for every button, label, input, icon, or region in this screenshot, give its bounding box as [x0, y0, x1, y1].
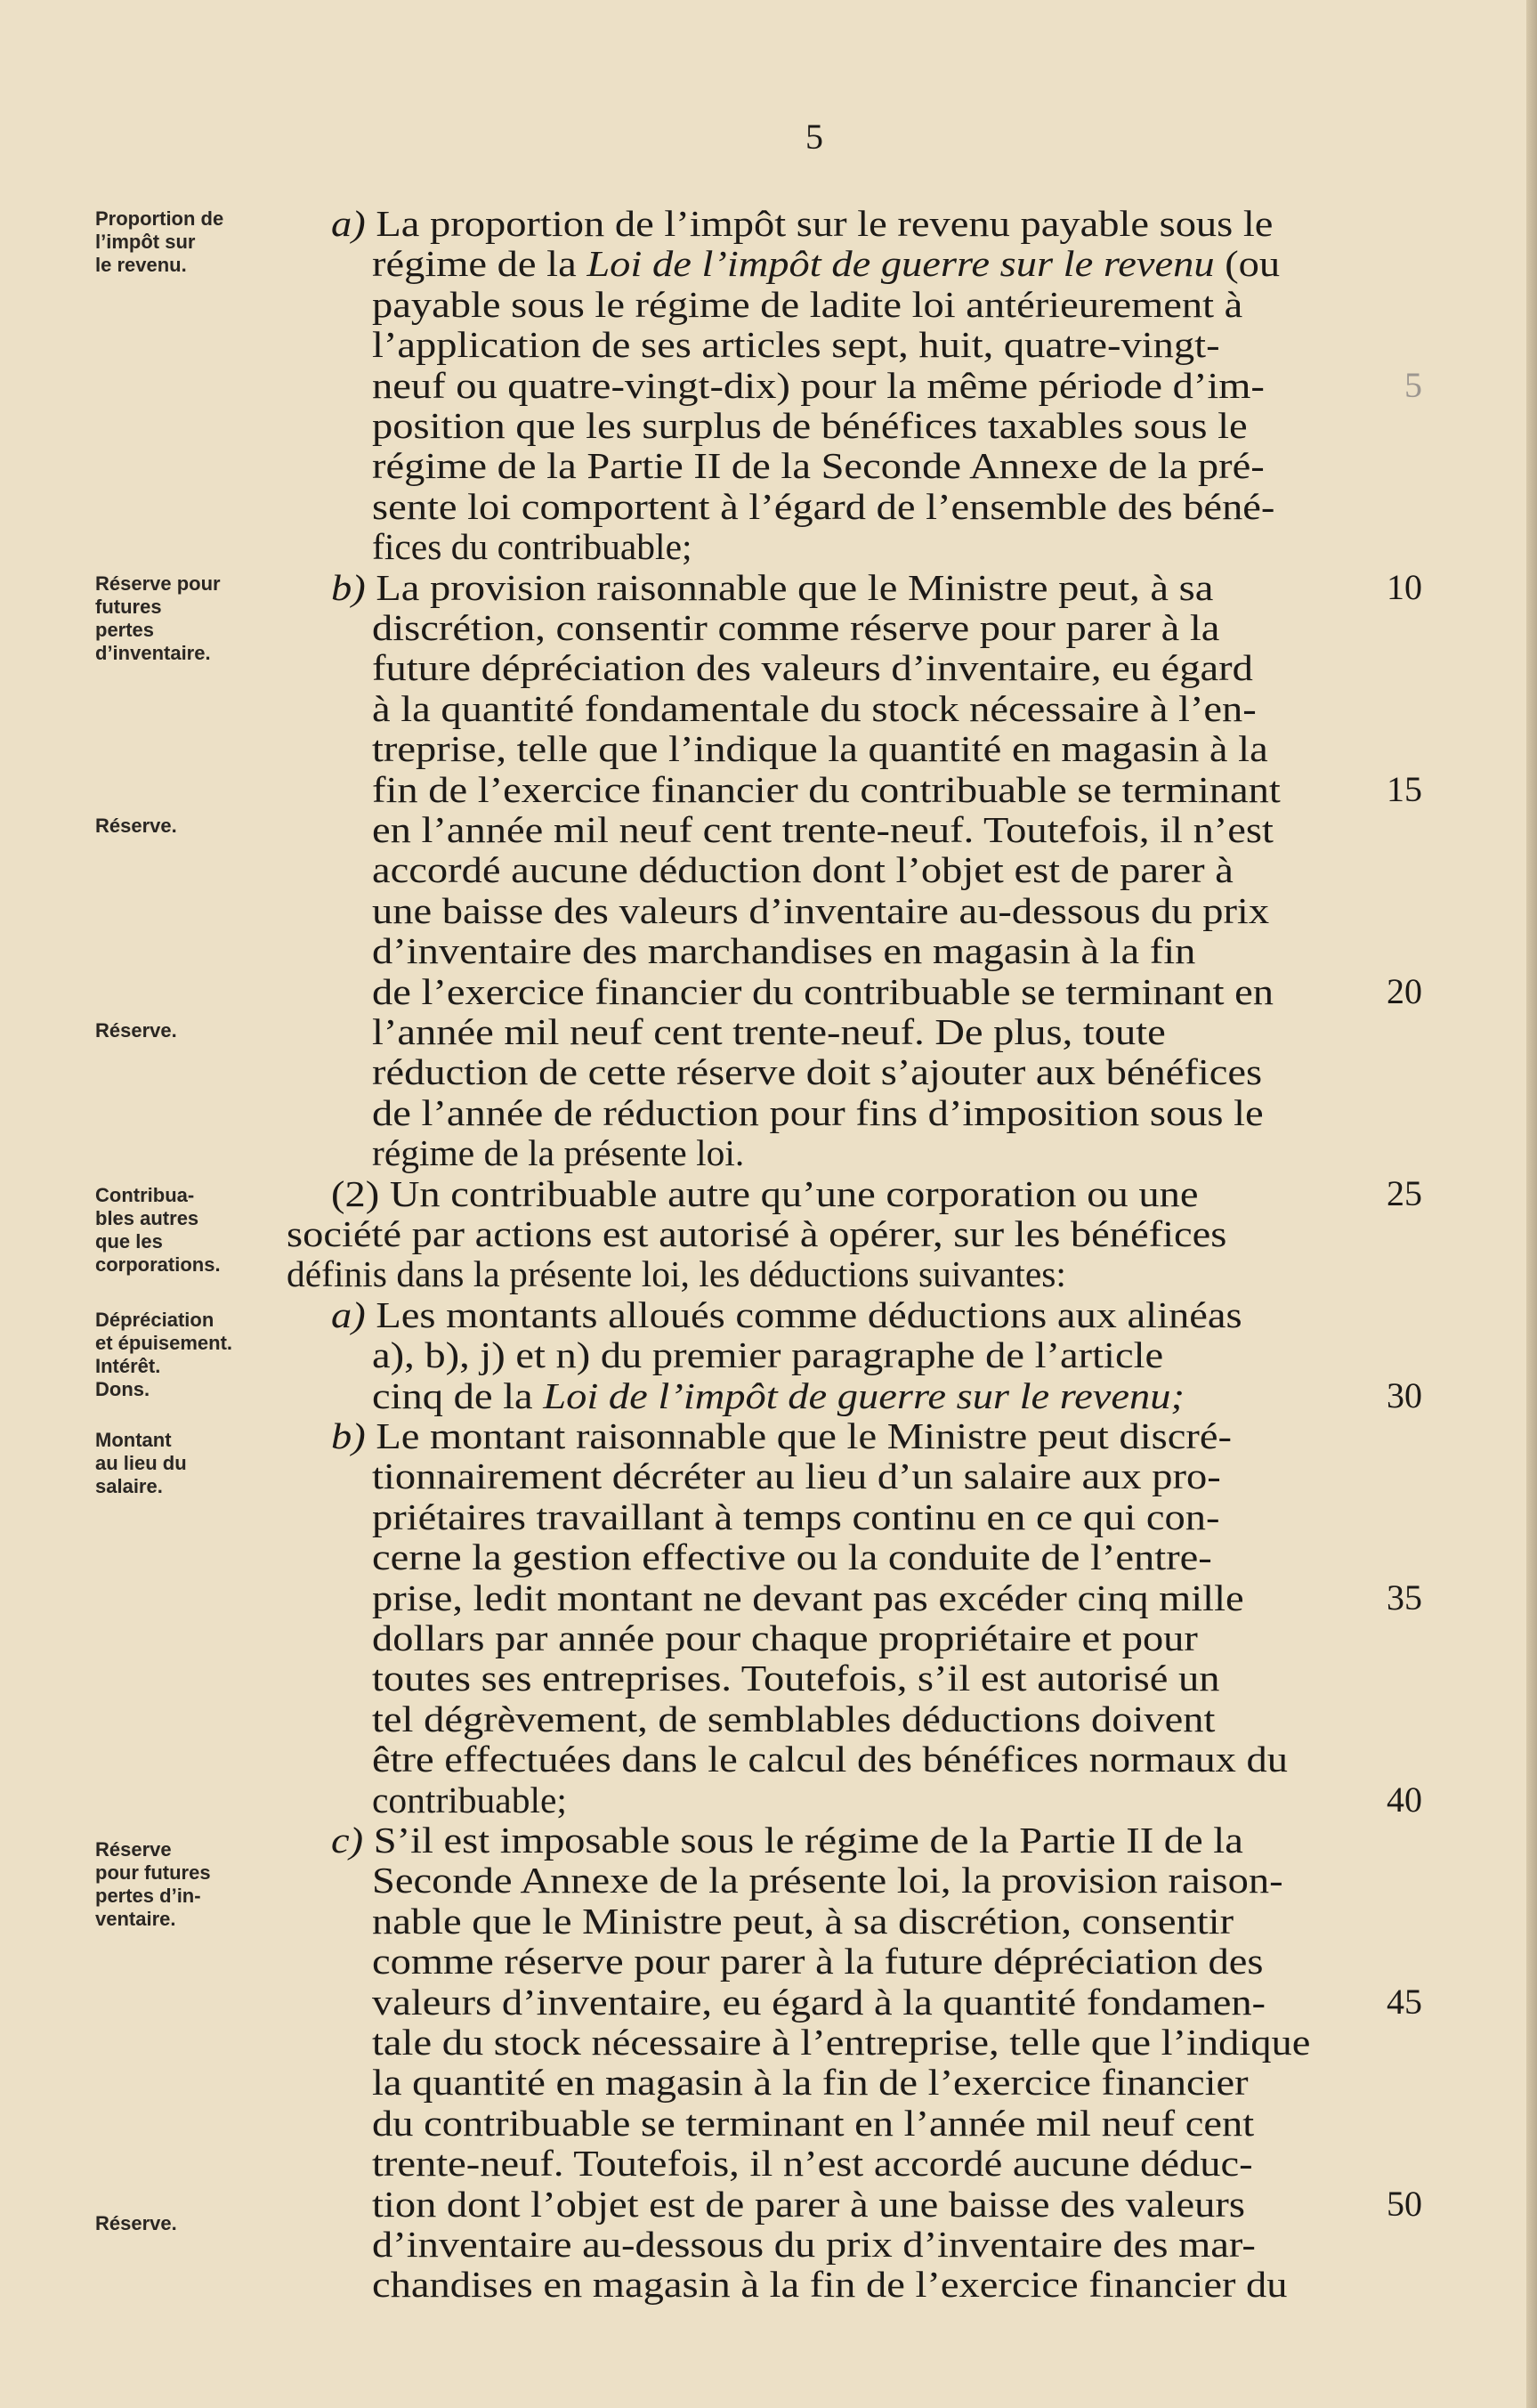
line-text: trente-neuf. Toutefois, il n’est accordé aucune déduc-: [372, 2143, 1253, 2185]
text-line: [372, 1375, 1185, 1416]
text-line: [287, 1253, 1066, 1294]
text-line: [331, 1820, 1243, 1861]
line-text: tale du stock nécessaire à l’entreprise, telle que l’indique: [372, 2022, 1311, 2063]
act-title: Loi de l’impôt de guerre sur le revenu: [586, 243, 1215, 285]
text-line: [372, 2062, 1249, 2103]
line-text: S’il est imposable sous le régime de la Partie II de la: [363, 1820, 1243, 1861]
clause-label: c): [331, 1820, 364, 1861]
line-text: chandises en magasin à la fin de l’exercice financier du: [372, 2264, 1288, 2306]
line-text: à la quantité fondamentale du stock nécessaire à l’en-: [372, 687, 1257, 729]
line-text: treprise, telle que l’indique la quantité en magasin à la: [372, 728, 1268, 770]
text-line: [372, 1334, 1163, 1375]
text-line: [372, 405, 1248, 446]
text-line: [372, 809, 1274, 850]
text-line: [372, 1132, 744, 1173]
text-line: [372, 1901, 1234, 1942]
line-text: comme réserve pour parer à la future dépréciation des: [372, 1941, 1264, 1982]
line-text: toutes ses entreprises. Toutefois, s’il est autorisé un: [372, 1658, 1220, 1699]
text-line: [372, 607, 1219, 648]
text-line: [372, 2184, 1245, 2225]
text-line: [372, 1658, 1219, 1699]
line-text: en l’année mil neuf cent trente-neuf. Toutefois, il n’est: [372, 809, 1274, 850]
line-text: (2) Un contribuable autre qu’une corporation ou une: [331, 1172, 1199, 1214]
text-line: [372, 365, 1265, 406]
margin-note: Réserve pour futures pertes d’inventaire.: [95, 572, 221, 664]
text-line: [372, 688, 1257, 729]
text-line: [372, 890, 1269, 931]
text-line: [372, 2224, 1256, 2265]
line-text: d’inventaire au-dessous du prix d’inventaire des mar-: [372, 2224, 1256, 2265]
line-text: fices du contribuable;: [372, 526, 692, 568]
line-text: future dépréciation des valeurs d’inventaire, eu égard: [372, 647, 1253, 689]
line-number: 30: [1387, 1374, 1422, 1415]
line-text: accordé aucune déduction dont l’objet est de parer à: [372, 849, 1234, 891]
line-text: du contribuable se terminant en l’année mil neuf cent: [372, 2102, 1255, 2144]
line-text: Le montant raisonnable que le Ministre peut discré-: [365, 1415, 1232, 1456]
text-line: [372, 769, 1281, 810]
line-text: d’inventaire des marchandises en magasin à la fin: [372, 930, 1196, 972]
text-line: [372, 486, 1274, 527]
text-line: [372, 1860, 1283, 1901]
line-text: une baisse des valeurs d’inventaire au-dessous du prix: [372, 889, 1270, 931]
text-line: [331, 567, 1213, 608]
margin-note: Proportion de l’impôt sur le revenu.: [95, 207, 224, 276]
margin-note: Réserve.: [95, 815, 177, 837]
text-line: [372, 1617, 1198, 1658]
text-line: [372, 1941, 1263, 1982]
line-text: de l’exercice financier du contribuable se terminant en: [372, 970, 1274, 1012]
text-line: [372, 284, 1242, 325]
clause-label: a): [331, 1293, 366, 1335]
line-text: dollars par année pour chaque propriétaire et pour: [372, 1617, 1198, 1658]
text-line: [372, 971, 1274, 1012]
line-text: tionnairement décréter au lieu d’un salaire aux pro-: [372, 1455, 1221, 1497]
line-text: régime de la présente loi.: [372, 1132, 745, 1174]
text-line: [372, 526, 692, 567]
line-text: régime de la: [372, 243, 587, 285]
line-text: réduction de cette réserve doit s’ajouter aux bénéfices: [372, 1051, 1263, 1093]
text-line: [372, 243, 1280, 284]
line-text: être effectuées dans le calcul des bénéfices normaux du: [372, 1739, 1288, 1780]
text-line: [331, 203, 1273, 244]
text-line: [372, 1699, 1215, 1739]
clause-label: b): [331, 566, 366, 608]
line-text: tion dont l’objet est de parer à une baisse des valeurs: [372, 2183, 1245, 2225]
text-line: [372, 2022, 1310, 2063]
line-number: 40: [1387, 1779, 1422, 1820]
line-text: société par actions est autorisé à opérer, sur les bénéfices: [287, 1213, 1227, 1254]
line-text: contribuable;: [372, 1779, 567, 1820]
line-text: (ou: [1214, 243, 1281, 285]
line-text: payable sous le régime de ladite loi antérieurement à: [372, 283, 1243, 325]
line-text: sente loi comportent à l’égard de l’ensemble des béné-: [372, 485, 1275, 527]
line-number: 15: [1387, 768, 1422, 809]
line-text: a), b), j) et n) du premier paragraphe de l’article: [372, 1334, 1164, 1376]
margin-note: Réserve pour futures pertes d’in- ventaire.: [95, 1838, 211, 1930]
line-text: fin de l’exercice financier du contribuable se terminant: [372, 768, 1281, 810]
text-line: [331, 1294, 1242, 1335]
line-text: cerne la gestion effective ou la conduite de l’entre-: [372, 1536, 1212, 1578]
text-line: [372, 1536, 1212, 1577]
page-edge: [1526, 0, 1537, 2408]
line-number: 20: [1387, 970, 1422, 1011]
text-line: [372, 728, 1268, 769]
text-line: [372, 1092, 1264, 1133]
text-line: [372, 1780, 567, 1820]
line-text: La proportion de l’impôt sur le revenu payable sous le: [365, 203, 1274, 244]
text-line: [372, 445, 1265, 486]
line-text: neuf ou quatre-vingt-dix) pour la même période d’im-: [372, 364, 1265, 406]
text-line: [372, 930, 1195, 971]
line-number: 45: [1387, 1981, 1422, 2022]
text-line: [372, 2143, 1253, 2184]
margin-note: Dépréciation et épuisement. Intérêt. Dons.: [95, 1309, 233, 1400]
line-text: Seconde Annexe de la présente loi, la provision raison-: [372, 1860, 1283, 1901]
text-line: [372, 647, 1253, 688]
text-line: [372, 1496, 1219, 1537]
text-line: [372, 324, 1220, 365]
text-line: [372, 1739, 1288, 1780]
line-text: discrétion, consentir comme réserve pour parer à la: [372, 607, 1220, 648]
line-text: La provision raisonnable que le Ministre peut, à sa: [365, 566, 1214, 608]
line-text: régime de la Partie II de la Seconde Annexe de la pré-: [372, 445, 1265, 487]
text-line: [372, 1982, 1266, 2023]
line-number: 5: [1404, 364, 1422, 405]
line-number: 25: [1387, 1172, 1422, 1213]
text-line: [331, 1415, 1232, 1456]
text-line: [372, 2264, 1288, 2305]
line-text: la quantité en magasin à la fin de l’exercice financier: [372, 2062, 1249, 2104]
line-text: tel dégrèvement, de semblables déductions doivent: [372, 1698, 1216, 1739]
line-text: de l’année de réduction pour fins d’imposition sous le: [372, 1091, 1264, 1133]
line-text: priétaires travaillant à temps continu en ce qui con-: [372, 1496, 1220, 1537]
text-line: [287, 1213, 1226, 1254]
text-line: [372, 849, 1234, 890]
line-number: 10: [1387, 566, 1422, 607]
clause-label: b): [331, 1415, 366, 1456]
margin-note: Réserve.: [95, 1019, 177, 1042]
line-text: prise, ledit montant ne devant pas excéder cinq mille: [372, 1577, 1244, 1618]
line-text: Les montants alloués comme déductions aux alinéas: [365, 1293, 1242, 1335]
page-number: 5: [805, 117, 823, 157]
line-text: l’année mil neuf cent trente-neuf. De plus, toute: [372, 1011, 1166, 1052]
line-text: définis dans la présente loi, les déductions suivantes:: [287, 1253, 1066, 1295]
text-line: [372, 1455, 1221, 1496]
line-text: nable que le Ministre peut, à sa discrétion, consentir: [372, 1900, 1234, 1942]
text-line: [372, 1051, 1262, 1092]
text-line: [372, 1577, 1244, 1618]
text-line: [372, 2103, 1254, 2144]
margin-note: Montant au lieu du salaire.: [95, 1429, 187, 1497]
margin-note: Contribua- bles autres que les corporations.: [95, 1184, 221, 1276]
line-text: ;: [1170, 1374, 1185, 1416]
line-text: cinq de la: [372, 1374, 544, 1416]
line-text: l’application de ses articles sept, huit, quatre-vingt-: [372, 324, 1220, 366]
line-number: 50: [1387, 2183, 1422, 2224]
text-line: [331, 1173, 1198, 1214]
line-text: position que les surplus de bénéfices taxables sous le: [372, 405, 1248, 446]
margin-note: Réserve.: [95, 2212, 177, 2234]
text-line: [372, 1011, 1166, 1052]
act-title: Loi de l’impôt de guerre sur le revenu: [543, 1374, 1171, 1416]
line-text: valeurs d’inventaire, eu égard à la quantité fondamen-: [372, 1981, 1266, 2023]
clause-label: a): [331, 203, 366, 244]
line-number: 35: [1387, 1577, 1422, 1617]
